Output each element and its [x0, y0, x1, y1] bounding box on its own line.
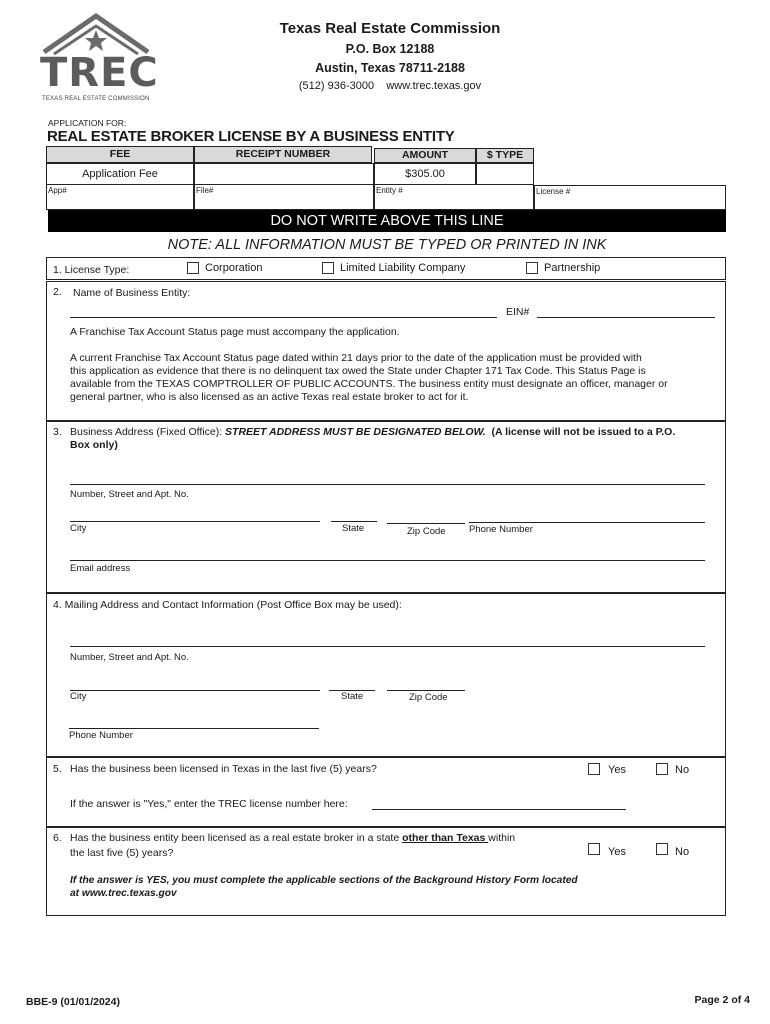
- corporation-checkbox[interactable]: [187, 262, 199, 274]
- receipt-number-field[interactable]: [194, 163, 374, 185]
- section-6-number: 6.: [53, 832, 62, 844]
- background-history-note-line-2: at www.trec.texas.gov: [70, 888, 177, 899]
- ink-note: NOTE: ALL INFORMATION MUST BE TYPED OR PRINTED IN INK: [167, 237, 607, 253]
- corporation-label: Corporation: [205, 262, 263, 274]
- franchise-tax-note: A Franchise Tax Account Status page must accompany the application.: [70, 326, 400, 338]
- type-header: $ TYPE: [486, 149, 524, 161]
- fee-table: [46, 146, 726, 210]
- logo-text: TREC: [40, 50, 159, 96]
- type-field[interactable]: [476, 163, 534, 185]
- s6-yes-checkbox[interactable]: [588, 843, 600, 855]
- mailing-zip-input[interactable]: [387, 690, 465, 691]
- background-history-note-line-1: If the answer is YES, you must complete the applicable sections of the Background History Form located: [70, 875, 578, 886]
- trec-license-followup: If the answer is "Yes," enter the TREC license number here:: [70, 798, 348, 810]
- section-3-box: [46, 421, 726, 593]
- logo-tagline: TEXAS REAL ESTATE COMMISSION: [42, 96, 150, 102]
- form-title: REAL ESTATE BROKER LICENSE BY A BUSINESS ENTITY: [47, 128, 455, 145]
- business-state-label: State: [342, 523, 365, 534]
- business-phone-label: Phone Number: [469, 524, 533, 535]
- business-street-label: Number, Street and Apt. No.: [70, 489, 189, 500]
- mailing-zip-label: Zip Code: [409, 692, 448, 703]
- section-2-number: 2.: [53, 286, 62, 298]
- application-for-label: APPLICATION FOR:: [48, 118, 127, 128]
- business-city-input[interactable]: [70, 521, 320, 522]
- business-city-label: City: [70, 523, 87, 534]
- ein-input[interactable]: [537, 317, 715, 318]
- mailing-city-label: City: [70, 691, 87, 702]
- phone-number: (512) 936-3000: [298, 80, 375, 92]
- franchise-paragraph-line-3: available from the TEXAS COMPTROLLER OF PUBLIC ACCOUNTS. The business entity must designate an officer, manager or: [70, 378, 668, 390]
- po-box-warning-cont: Box only): [70, 439, 118, 451]
- business-street-input[interactable]: [70, 484, 705, 485]
- s5-no-label: No: [675, 764, 690, 776]
- mailing-street-label: Number, Street and Apt. No.: [70, 652, 189, 663]
- business-email-label: Email address: [70, 563, 131, 574]
- org-name: Texas Real Estate Commission: [279, 20, 501, 37]
- other-than-texas-emphasis: other than Texas: [402, 832, 489, 844]
- file-number-label: File#: [196, 186, 214, 195]
- s5-yes-checkbox[interactable]: [588, 763, 600, 775]
- business-name-input[interactable]: [70, 317, 497, 318]
- po-box-warning: (A license will not be issued to a P.O.: [491, 426, 676, 438]
- other-state-question-line-2: the last five (5) years?: [70, 847, 174, 859]
- business-email-input[interactable]: [70, 560, 705, 561]
- other-state-question: Has the business entity been licensed as a real estate broker in a state: [70, 832, 403, 844]
- mailing-street-input[interactable]: [70, 646, 705, 647]
- partnership-checkbox[interactable]: [526, 262, 538, 274]
- section-5-number: 5.: [53, 763, 62, 775]
- trec-logo: [40, 12, 159, 104]
- franchise-paragraph-line-2: this application as evidence that there is no delinquent tax owed the State under Chapter 171 Tax Code. This Status Page is: [70, 365, 646, 377]
- app-number-field[interactable]: [46, 185, 194, 210]
- other-state-question-tail: within: [488, 832, 516, 844]
- fee-header: FEE: [109, 148, 131, 160]
- website-link[interactable]: www.trec.texas.gov: [386, 80, 482, 92]
- banner-text: DO NOT WRITE ABOVE THIS LINE: [270, 213, 504, 229]
- form-id: BBE-9 (01/01/2024): [26, 996, 120, 1008]
- business-zip-label: Zip Code: [407, 526, 446, 537]
- llc-checkbox[interactable]: [322, 262, 334, 274]
- partnership-label: Partnership: [544, 262, 601, 274]
- s5-yes-label: Yes: [608, 764, 626, 776]
- page-number: Page 2 of 4: [694, 994, 750, 1006]
- do-not-write-banner: [48, 210, 726, 232]
- mailing-state-label: State: [341, 691, 364, 702]
- s6-yes-label: Yes: [608, 846, 626, 858]
- mailing-city-input[interactable]: [70, 690, 320, 691]
- entity-number-label: Entity #: [376, 186, 403, 195]
- business-state-input[interactable]: [331, 521, 377, 522]
- file-number-field[interactable]: [194, 185, 374, 210]
- mailing-address-label: 4. Mailing Address and Contact Information (Post Office Box may be used):: [53, 599, 402, 611]
- application-fee-amount: $305.00: [405, 168, 445, 180]
- app-number-label: App#: [48, 186, 67, 195]
- receipt-header: RECEIPT NUMBER: [235, 148, 331, 160]
- llc-label: Limited Liability Company: [340, 262, 466, 274]
- license-number-label: License #: [536, 187, 571, 196]
- franchise-paragraph-line-1: A current Franchise Tax Account Status page dated within 21 days prior to the date of the application must be provided with: [70, 352, 642, 364]
- s6-no-checkbox[interactable]: [656, 843, 668, 855]
- franchise-paragraph-line-4: general partner, who is also licensed as an active Texas real estate broker to act for it.: [70, 391, 469, 403]
- po-box: P.O. Box 12188: [345, 42, 435, 56]
- amount-header: AMOUNT: [401, 149, 449, 161]
- business-zip-input[interactable]: [387, 523, 465, 524]
- s6-no-label: No: [675, 846, 690, 858]
- business-phone-input[interactable]: [469, 522, 705, 523]
- application-fee-label: Application Fee: [82, 168, 158, 180]
- ein-label: EIN#: [506, 306, 530, 318]
- trec-license-input[interactable]: [372, 809, 626, 810]
- section-3-number: 3.: [53, 426, 62, 438]
- business-name-label: Name of Business Entity:: [73, 287, 191, 299]
- section-4-box: [46, 593, 726, 757]
- mailing-phone-label: Phone Number: [69, 730, 133, 741]
- street-required-note: STREET ADDRESS MUST BE DESIGNATED BELOW.: [225, 426, 486, 438]
- s5-no-checkbox[interactable]: [656, 763, 668, 775]
- city-state: Austin, Texas 78711-2188: [315, 61, 465, 75]
- licensed-texas-question: Has the business been licensed in Texas in the last five (5) years?: [70, 763, 377, 775]
- mailing-phone-input[interactable]: [69, 728, 319, 729]
- business-address-label: Business Address (Fixed Office):: [70, 426, 226, 438]
- license-type-label: 1. License Type:: [53, 264, 130, 276]
